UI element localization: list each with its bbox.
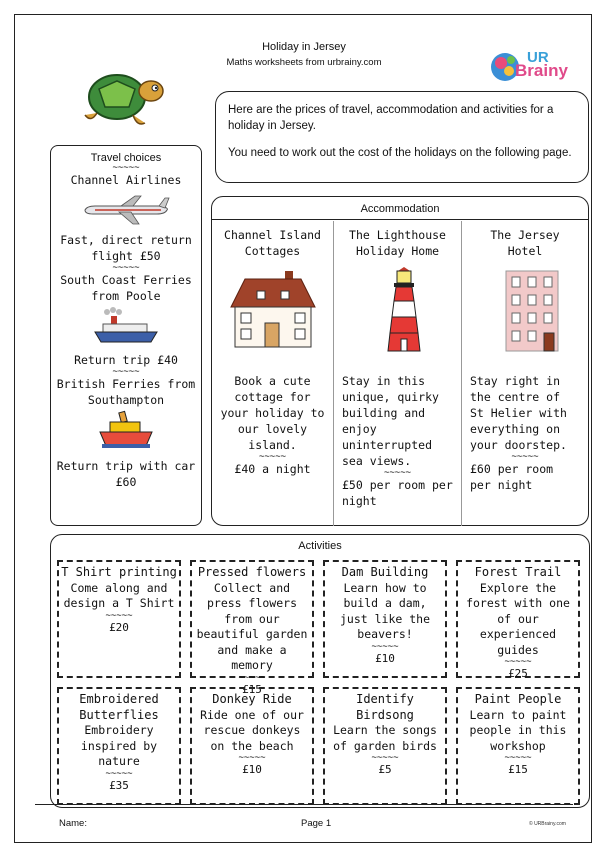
- divider: ~~~~~: [112, 367, 140, 377]
- logo-text-top: UR: [527, 49, 549, 66]
- cottage-picture: [220, 267, 325, 357]
- activity-card: [190, 560, 314, 696]
- divider: ~~~~~: [383, 468, 412, 478]
- lighthouse-picture: [342, 267, 453, 357]
- logo-text-bottom: Brainy: [515, 61, 568, 80]
- activity-desc: Embroidery inspired by nature: [80, 723, 158, 768]
- ferry-icon: [91, 306, 161, 346]
- activity-price: £20: [109, 620, 129, 634]
- page-number: Page 1: [301, 818, 332, 829]
- activity-desc: Learn the songs of garden birds: [333, 723, 437, 753]
- divider: ~~~~~: [258, 452, 287, 462]
- travel-item-desc: Return trip with car £60: [56, 459, 196, 489]
- car-ferry-icon: [96, 410, 156, 452]
- activity-price: £5: [378, 763, 392, 776]
- accommodation-name: The Lighthouse Holiday Home: [349, 228, 446, 258]
- intro-line-2: You need to work out the cost of the holidays on the following page.: [228, 147, 572, 159]
- name-label: Name:: [59, 818, 87, 829]
- accommodation-panel: [211, 196, 589, 526]
- intro-speech-bubble: [215, 91, 589, 183]
- accommodation-name: The Jersey Hotel: [490, 228, 560, 258]
- turtle-mascot-icon: [77, 69, 177, 129]
- accommodation-price: £60 per room per night: [470, 462, 554, 492]
- travel-item-desc: Return trip £40: [74, 353, 178, 367]
- activity-card: [57, 560, 181, 678]
- travel-item-desc: Fast, direct return flight £50: [60, 233, 192, 263]
- airplane-icon: [81, 192, 171, 226]
- activity-desc: Ride one of our rescue donkeys on the beach: [200, 707, 304, 753]
- lighthouse-icon: [384, 267, 424, 353]
- accommodation-desc: Book a cute cottage for your holiday to our lovely island.: [220, 374, 325, 452]
- accommodation-name: Channel Island Cottages: [224, 228, 321, 258]
- travel-heading: Travel choices: [90, 152, 162, 164]
- activity-name: Identify Birdsong: [356, 692, 414, 722]
- cottage-icon: [225, 267, 321, 351]
- activity-price: £25: [508, 667, 528, 680]
- activity-desc: Learn how to build a dam, just like the beavers!: [339, 580, 430, 641]
- activity-name: T Shirt printing: [61, 565, 177, 579]
- divider: ~~~~~: [112, 163, 140, 173]
- activity-desc: Come along and design a T Shirt: [63, 580, 175, 610]
- activities-panel: [50, 534, 590, 808]
- divider: ~~~~~: [112, 263, 140, 273]
- accommodation-price: £50 per room per night: [342, 478, 453, 508]
- activity-card: [456, 560, 580, 678]
- activity-card: [57, 687, 181, 805]
- intro-line-1: Here are the prices of travel, accommodation and activities for a holiday in Jersey.: [228, 104, 554, 132]
- page-title: Holiday in Jersey: [262, 41, 346, 53]
- activity-card: [190, 687, 314, 805]
- divider: ~~~~~: [504, 753, 532, 763]
- activity-name: Pressed flowers: [197, 565, 307, 579]
- activity-name: Forest Trail: [474, 565, 562, 579]
- travel-item-name: Channel Airlines: [70, 173, 182, 187]
- accommodation-option: [212, 221, 334, 526]
- divider: ~~~~~: [238, 753, 266, 763]
- activity-price: £15: [508, 763, 528, 776]
- copyright: © URBrainy.com: [529, 821, 566, 827]
- worksheet-page: [14, 14, 592, 843]
- travel-choices-panel: [50, 145, 202, 526]
- activities-heading: Activities: [298, 540, 342, 552]
- activity-price: £15: [242, 682, 262, 696]
- accommodation-option: [462, 221, 588, 526]
- accommodation-heading: Accommodation: [212, 197, 588, 220]
- activity-card: [456, 687, 580, 805]
- activity-price: £10: [242, 763, 262, 776]
- accommodation-price: £40 a night: [234, 462, 311, 476]
- travel-item-name: South Coast Ferries from Poole: [60, 273, 192, 303]
- activity-desc: Learn to paint people in this workshop: [469, 707, 567, 753]
- accommodation-option: [334, 221, 462, 526]
- divider: ~~~~~: [105, 768, 133, 779]
- activity-name: Dam Building: [341, 565, 429, 579]
- accommodation-desc: Stay right in the centre of St Helier with everything on your doorstep.: [470, 374, 567, 452]
- page-subtitle: Maths worksheets from urbrainy.com: [226, 57, 382, 68]
- activity-price: £10: [375, 651, 395, 665]
- hotel-icon: [502, 267, 562, 353]
- activity-card: [323, 560, 447, 678]
- accommodation-desc: Stay in this unique, quirky building and enjoy uninterrupted sea views.: [342, 374, 439, 468]
- hotel-picture: [470, 267, 580, 357]
- travel-item-name: British Ferries from Southampton: [56, 377, 196, 407]
- divider: ~~~~~: [511, 452, 539, 462]
- divider: ~~~~~: [371, 753, 399, 763]
- activity-desc: Collect and press flowers from our beautiful garden and make a memory: [196, 580, 308, 672]
- activity-name: Embroidered Butterflies: [79, 692, 159, 722]
- activity-desc: Explore the forest with one of our experienced guides: [466, 580, 570, 657]
- divider: ~~~~~: [105, 610, 133, 621]
- divider: ~~~~~: [238, 672, 266, 683]
- divider: ~~~~~: [371, 641, 399, 652]
- activity-price: £35: [109, 778, 129, 792]
- divider: ~~~~~: [504, 657, 532, 667]
- activity-name: Donkey Ride: [212, 692, 292, 706]
- footer-rule: [35, 804, 573, 805]
- activity-card: [323, 687, 447, 805]
- activity-name: Paint People: [474, 692, 562, 706]
